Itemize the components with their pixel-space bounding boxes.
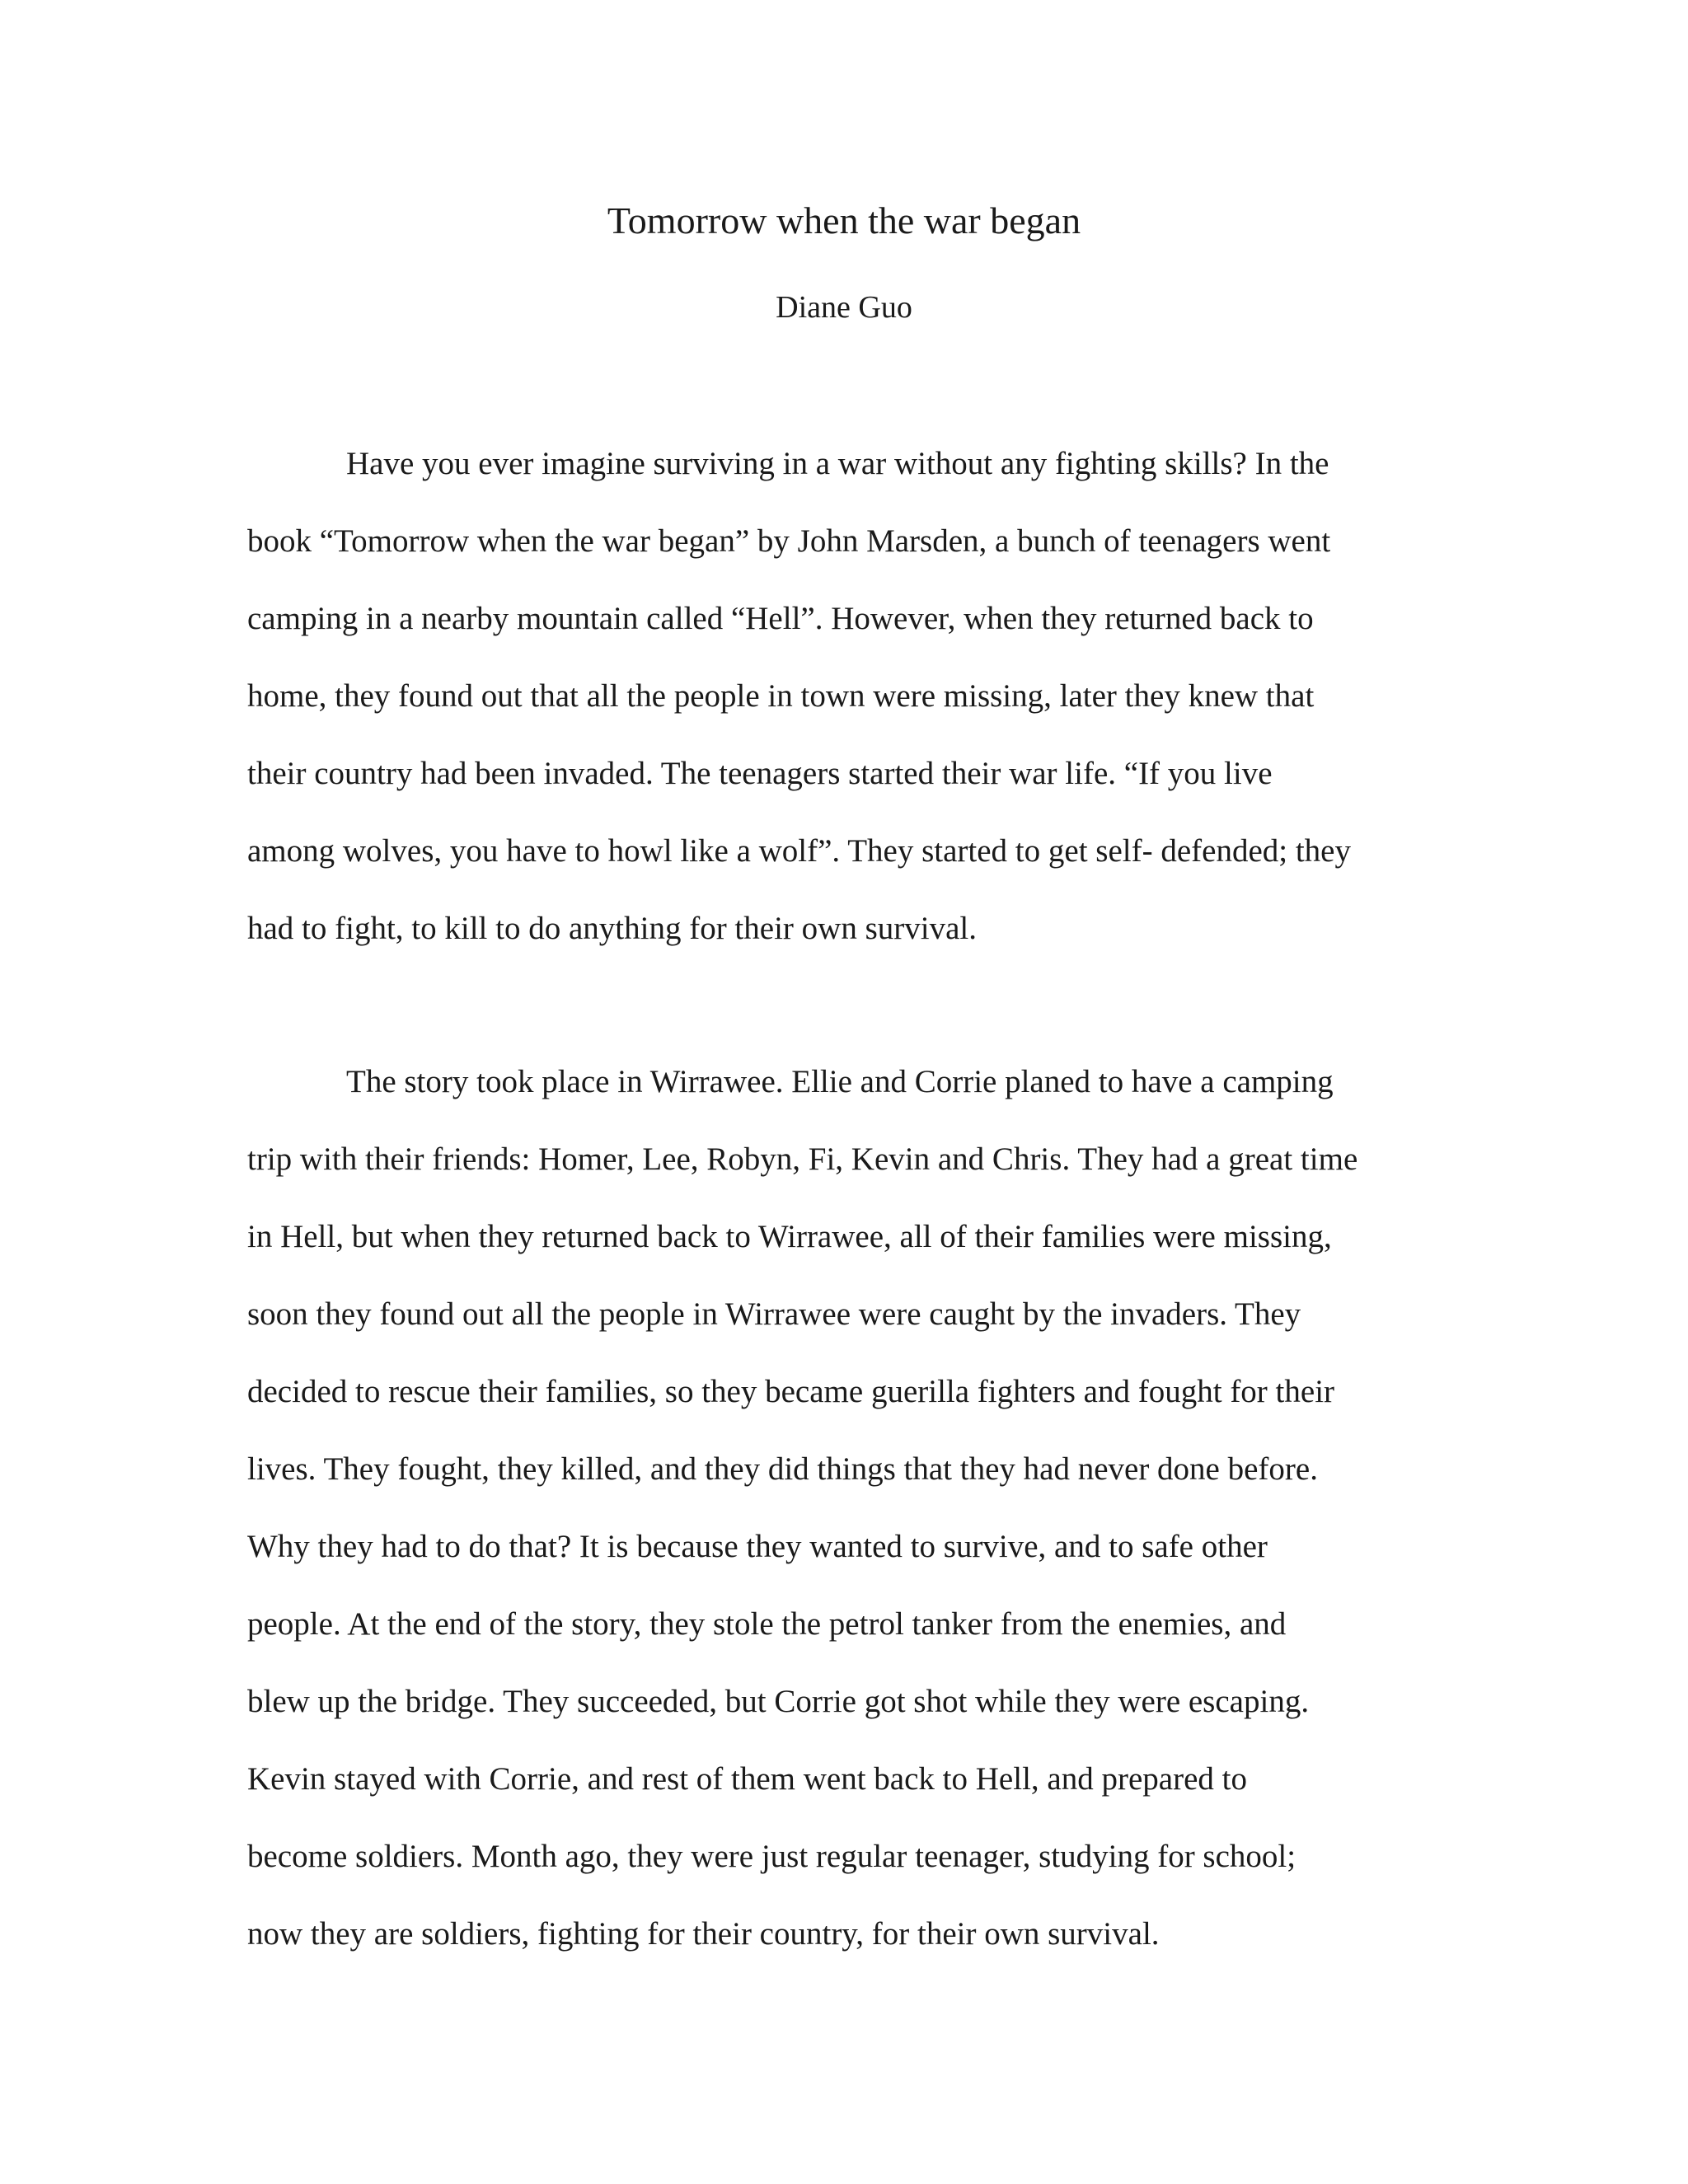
paragraph-line: Have you ever imagine surviving in a war without any fighting skills? In the bbox=[346, 446, 1329, 481]
paragraph-line: Kevin stayed with Corrie, and rest of them went back to Hell, and prepared to bbox=[247, 1761, 1247, 1797]
paragraph-line: soon they found out all the people in Wirrawee were caught by the invaders. They bbox=[247, 1296, 1301, 1332]
paragraph-line: people. At the end of the story, they stole the petrol tanker from the enemies, and bbox=[247, 1606, 1287, 1642]
paragraph-2 bbox=[247, 1043, 1451, 1973]
paragraph-line: become soldiers. Month ago, they were just regular teenager, studying for school; bbox=[247, 1839, 1296, 1874]
paragraph-line: Why they had to do that? It is because they wanted to survive, and to safe other bbox=[247, 1529, 1268, 1564]
paragraph-line: had to fight, to kill to do anything for their own survival. bbox=[247, 911, 977, 946]
document-title: Tomorrow when the war began bbox=[607, 199, 1081, 241]
document-author: Diane Guo bbox=[776, 290, 912, 325]
paragraph-line: lives. They fought, they killed, and they did things that they had never done before. bbox=[247, 1451, 1318, 1487]
paragraph-line: The story took place in Wirrawee. Ellie and Corrie planed to have a camping bbox=[346, 1064, 1334, 1099]
paragraph-line: now they are soldiers, fighting for their country, for their own survival. bbox=[247, 1916, 1160, 1952]
paragraph-line: their country had been invaded. The teenagers started their war life. “If you live bbox=[247, 756, 1273, 791]
paragraph-line: in Hell, but when they returned back to Wirrawee, all of their families were missing, bbox=[247, 1219, 1332, 1254]
paragraph-line: among wolves, you have to howl like a wolf”. They started to get self- defended; they bbox=[247, 833, 1351, 869]
paragraph-line: home, they found out that all the people in town were missing, later they knew that bbox=[247, 678, 1315, 714]
paragraph-1 bbox=[247, 425, 1451, 968]
paragraph-line: blew up the bridge. They succeeded, but Corrie got shot while they were escaping. bbox=[247, 1684, 1310, 1719]
paragraph-line: camping in a nearby mountain called “Hell”. However, when they returned back to bbox=[247, 601, 1314, 636]
paragraph-line: trip with their friends: Homer, Lee, Robyn, Fi, Kevin and Chris. They had a great time bbox=[247, 1141, 1358, 1177]
paragraph-line: book “Tomorrow when the war began” by John Marsden, a bunch of teenagers went bbox=[247, 523, 1331, 559]
paragraph-line: decided to rescue their families, so they became guerilla fighters and fought for their bbox=[247, 1374, 1335, 1409]
